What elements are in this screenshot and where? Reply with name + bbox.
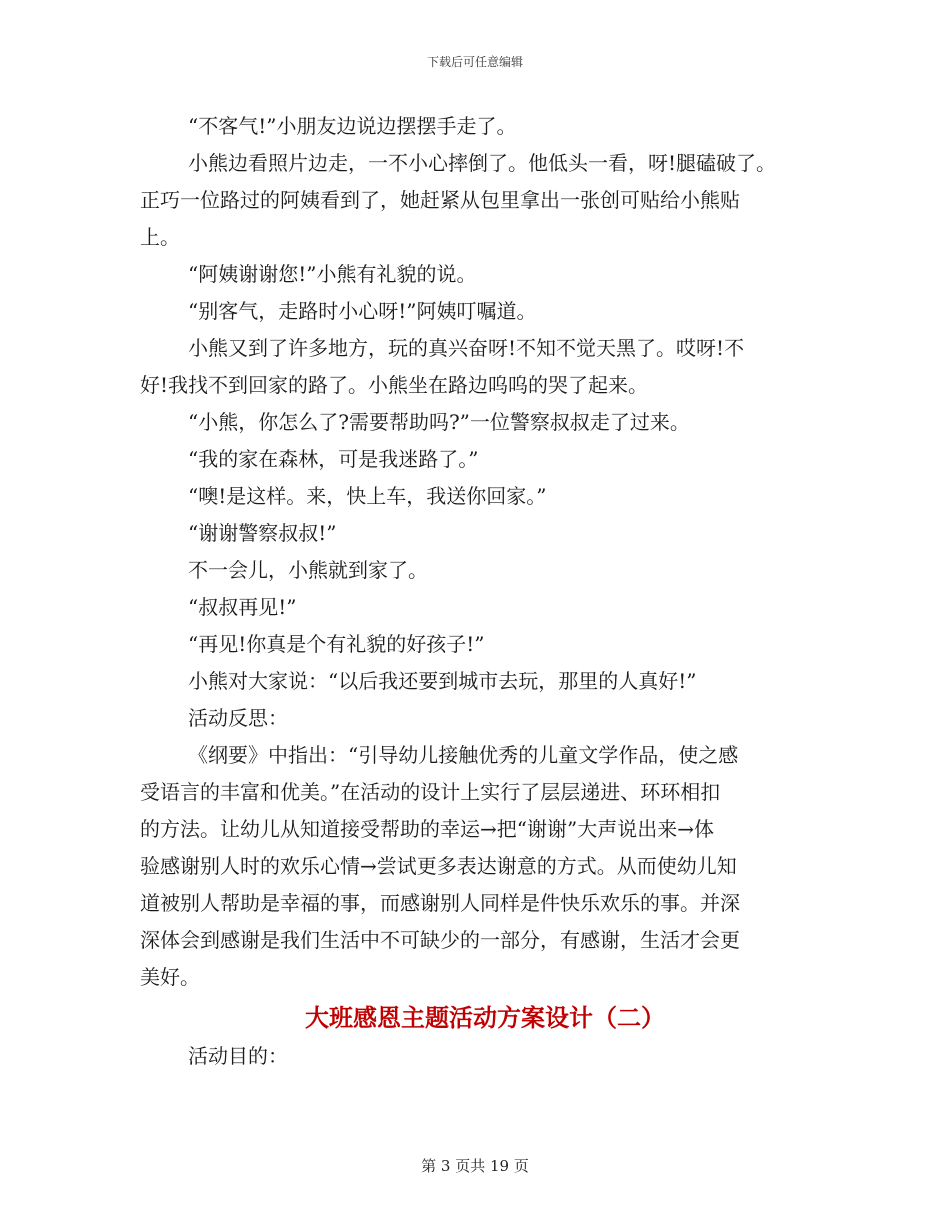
text-line: 验感谢别人时的欢乐心情→尝试更多表达谢意的方式。从而使幼儿知	[140, 854, 737, 878]
text-line: 小熊对大家说：“以后我还要到城市去玩，那里的人真好!”	[188, 669, 697, 693]
text-line: 正巧一位路过的阿姨看到了，她赶紧从包里拿出一张创可贴给小熊贴	[140, 188, 740, 212]
text-line: “别客气，走路时小心呀!”阿姨叮嘱道。	[188, 299, 537, 323]
text-line: 的方法。让幼儿从知道接受帮助的幸运→把“谢谢”大声说出来→体	[140, 817, 714, 841]
text-line: “再见!你真是个有礼貌的好孩子!”	[188, 632, 485, 656]
text-line: “不客气!”小朋友边说边摆摆手走了。	[188, 114, 517, 138]
text-line: 小熊边看照片边走，一不小心摔倒了。他低头一看，呀!腿磕破了。	[188, 151, 777, 175]
section-title: 大班感恩主题活动方案设计（二）	[305, 1004, 665, 1032]
document-body	[140, 108, 830, 1075]
text-line: “我的家在森林，可是我迷路了。”	[188, 447, 479, 471]
text-line: 好!我找不到回家的路了。小熊坐在路边呜呜的哭了起来。	[140, 373, 649, 397]
text-line: 小熊又到了许多地方，玩的真兴奋呀!不知不觉天黑了。哎呀!不	[188, 336, 745, 360]
text-line: 道被别人帮助是幸福的事，而感谢别人同样是件快乐欢乐的事。并深	[140, 891, 740, 915]
text-line: “谢谢警察叔叔!”	[188, 521, 337, 545]
page-header: 下载后可任意编辑	[426, 55, 523, 69]
text-line: 美好。	[140, 965, 200, 989]
text-line: 活动目的：	[188, 1044, 288, 1068]
text-line: “噢!是这样。来，快上车，我送你回家。”	[188, 484, 547, 508]
text-line: 深体会到感谢是我们生活中不可缺少的一部分，有感谢，生活才会更	[140, 928, 740, 952]
text-line: 《纲要》中指出：“引导幼儿接触优秀的儿童文学作品，使之感	[188, 743, 739, 767]
text-line: 上。	[140, 225, 180, 249]
text-line: “叔叔再见!”	[188, 595, 297, 619]
text-line: “阿姨谢谢您!”小熊有礼貌的说。	[188, 262, 477, 286]
text-line: 活动反思：	[188, 706, 288, 730]
text-line: 受语言的丰富和优美。”在活动的设计上实行了层层递进、环环相扣	[140, 780, 721, 804]
text-line: “小熊，你怎么了?需要帮助吗?”一位警察叔叔走了过来。	[188, 410, 690, 434]
text-line: 不一会儿，小熊就到家了。	[188, 558, 428, 582]
page-footer: 第 3 页共 19 页	[421, 1157, 529, 1175]
